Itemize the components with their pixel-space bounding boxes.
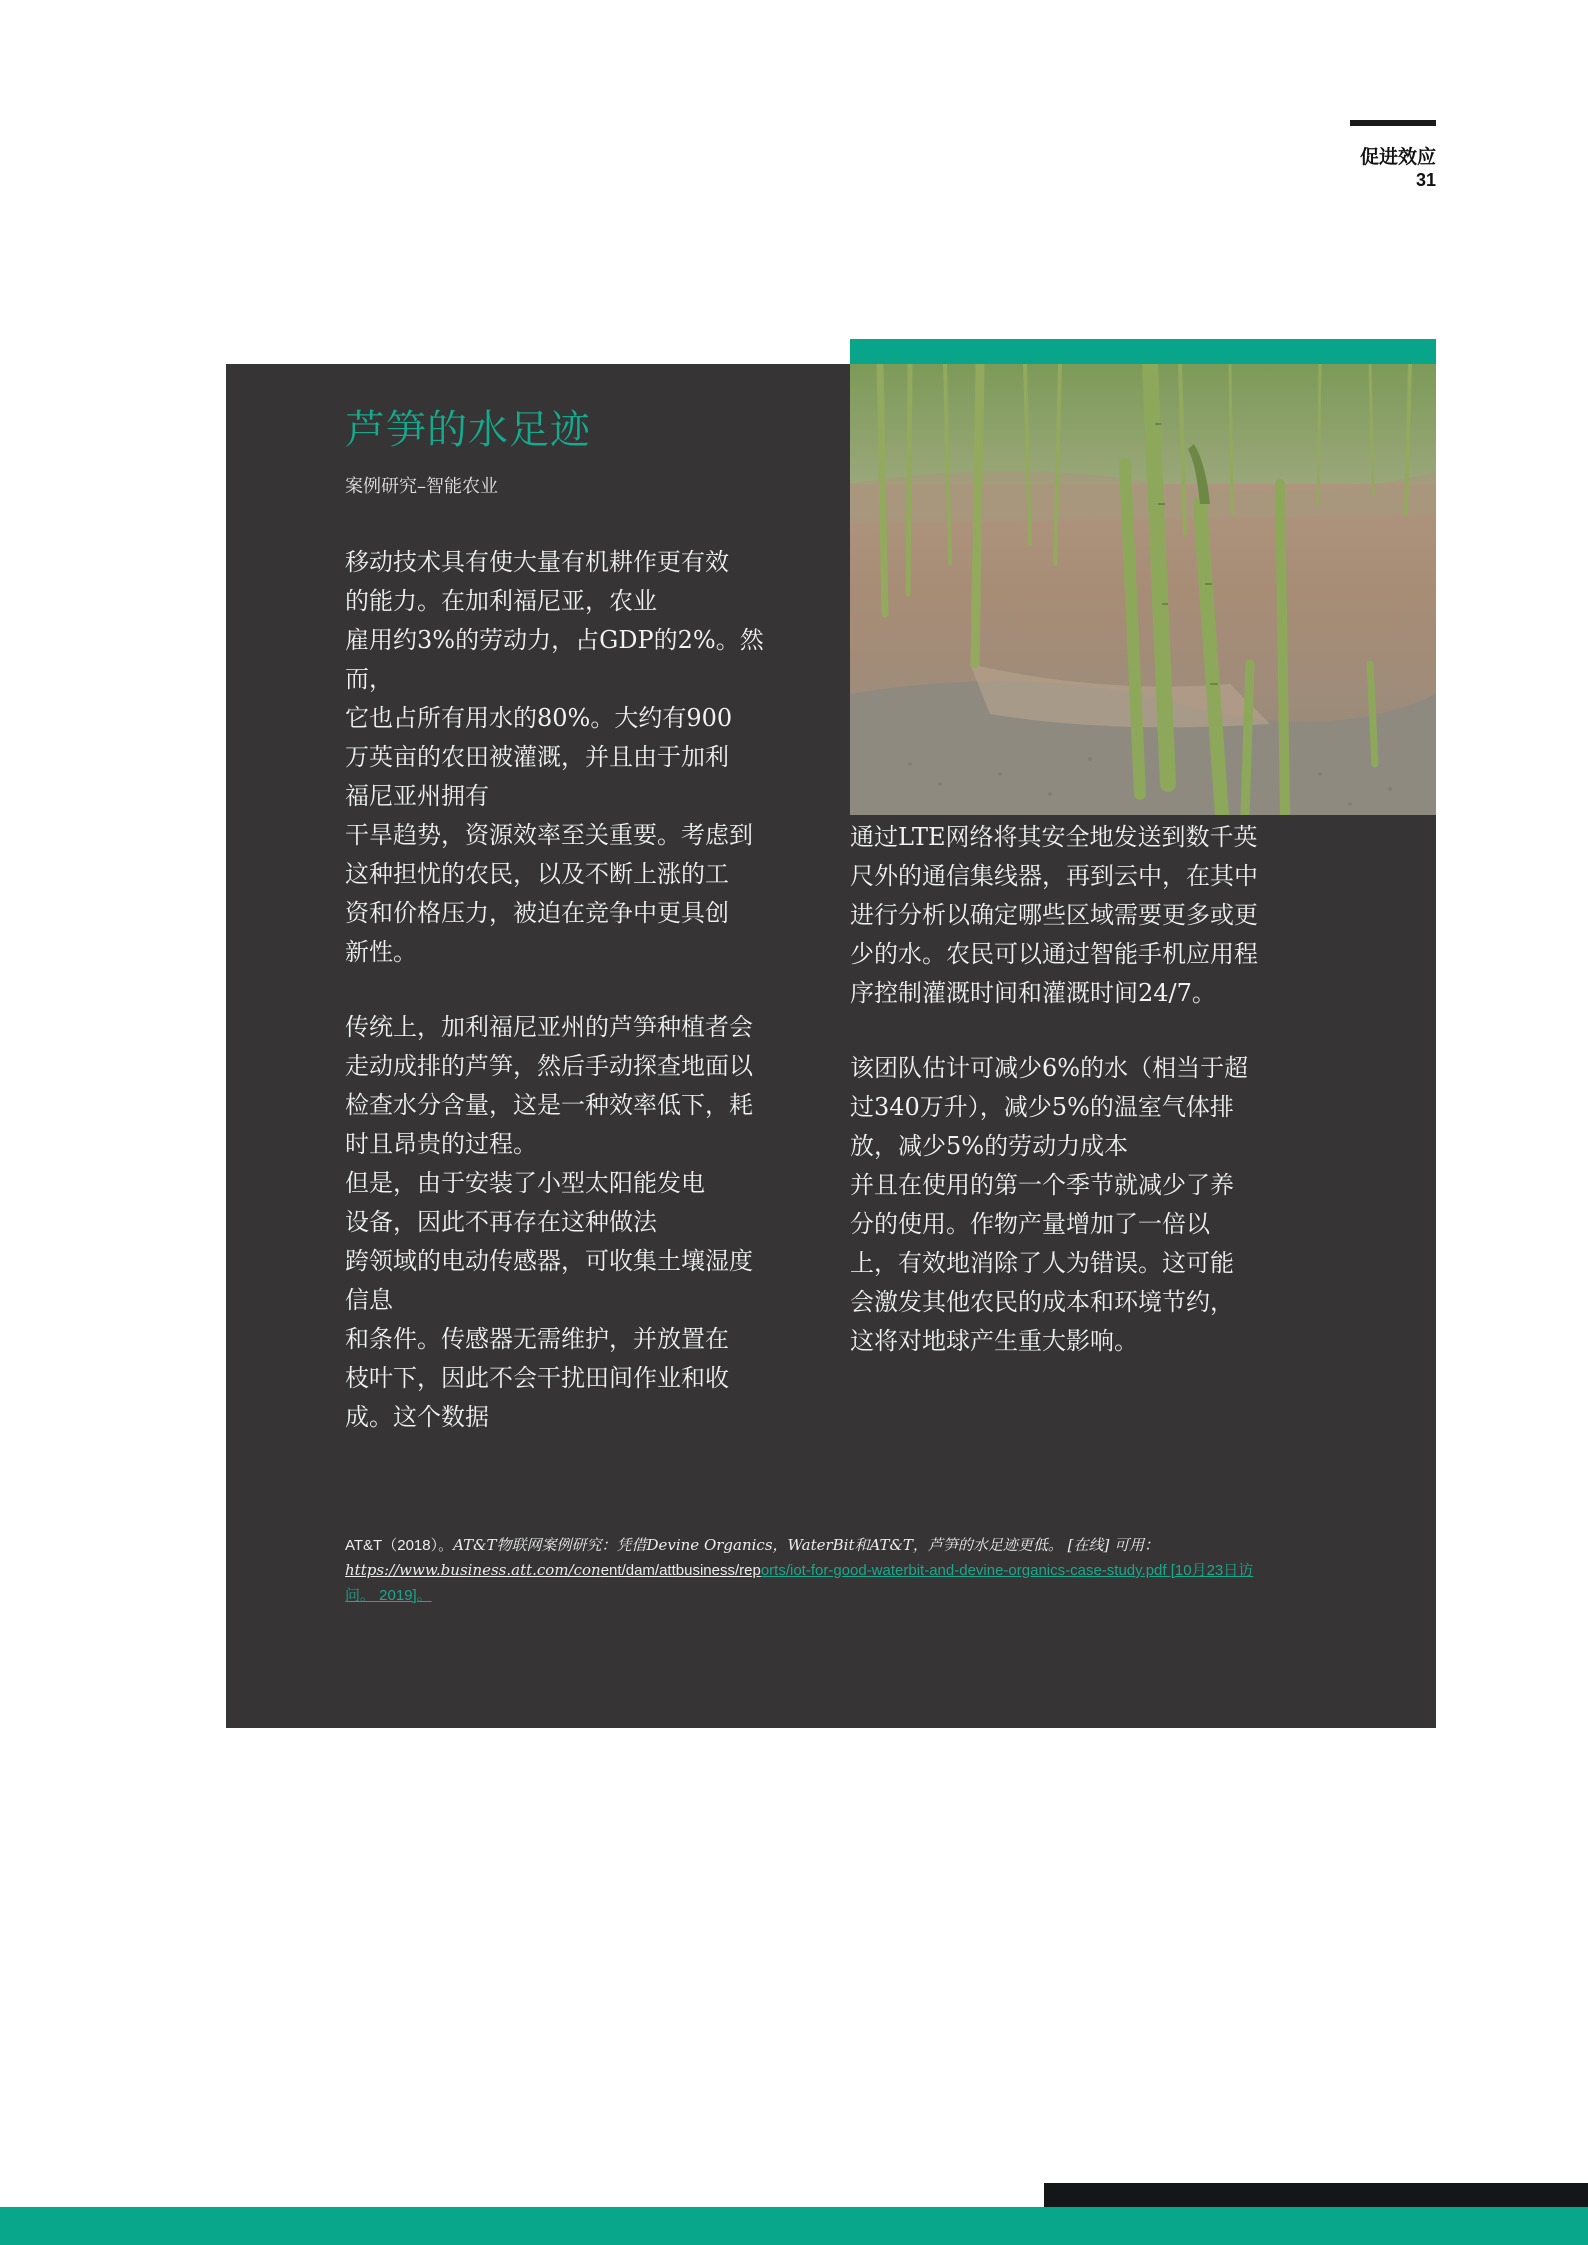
right-column-line: 放，减少5%的劳动力成本 — [850, 1132, 1129, 1160]
left-column-line: 的能力。在加利福尼亚，农业 — [345, 587, 657, 615]
article-subtitle: 案例研究–智能农业 — [345, 476, 498, 497]
left-column-line: 万英亩的农田被灌溉，并且由于加利 — [345, 743, 729, 771]
asparagus-field-photo — [850, 364, 1436, 815]
left-body-column — [345, 543, 815, 1437]
left-column-line: 资和价格压力，被迫在竞争中更具创 — [345, 899, 729, 927]
footnote-source: AT&T（2018）。 — [345, 1537, 454, 1554]
right-column-line — [850, 1013, 1320, 1049]
right-column-line: 上，有效地消除了人为错误。这可能 — [850, 1249, 1234, 1277]
left-column-line: 移动技术具有使大量有机耕作更有效 — [345, 548, 729, 576]
left-column-line: 雇用约3%的劳动力，占GDP的2%。然 — [345, 626, 764, 654]
right-column-line: 通过LTE网络将其安全地发送到数千英 — [850, 823, 1258, 851]
left-column-line: 干旱趋势，资源效率至关重要。考虑到 — [345, 821, 753, 849]
right-column-line: 过340万升），减少5%的温室气体排 — [850, 1093, 1234, 1121]
left-column-line: 设备，因此不再存在这种做法 — [345, 1208, 657, 1236]
footer-dark-bar — [1044, 2183, 1588, 2207]
left-column-line: 这种担忧的农民，以及不断上涨的工 — [345, 860, 729, 888]
left-column-line: 时且昂贵的过程。 — [345, 1130, 537, 1158]
header-rule — [1350, 120, 1436, 126]
right-column-line: 会激发其他农民的成本和环境节约， — [850, 1288, 1234, 1316]
page-number: 31 — [1415, 170, 1436, 190]
left-column-line: 传统上，加利福尼亚州的芦笋种植者会 — [345, 1013, 753, 1041]
footer-green-bar — [0, 2207, 1588, 2245]
right-column-line: 进行分析以确定哪些区域需要更多或更 — [850, 901, 1258, 929]
article-title: 芦笋的水足迹 — [345, 407, 591, 453]
left-column-line: 枝叶下，因此不会干扰田间作业和收 — [345, 1364, 729, 1392]
left-column-line: 但是，由于安装了小型太阳能发电 — [345, 1169, 705, 1197]
right-column-line: 序控制灌溉时间和灌溉时间24/7。 — [850, 979, 1216, 1007]
asparagus-field-illustration — [850, 364, 1436, 815]
footnote-url-part3[interactable]: orts/iot-for-good-waterbit-and-devine-organics-case-study.pdf [10月23日访 — [760, 1562, 1254, 1579]
footnote-url-part4[interactable]: 问。 2019]。 — [345, 1587, 432, 1604]
left-column-line: 而， — [345, 665, 393, 693]
left-column-line: 跨领域的电动传感器，可收集土壤湿度 — [345, 1247, 753, 1275]
right-column-line: 少的水。农民可以通过智能手机应用程 — [850, 940, 1258, 968]
right-column-line: 分的使用。作物产量增加了一倍以 — [850, 1210, 1210, 1238]
right-column-line: 并且在使用的第一个季节就减少了养 — [850, 1171, 1234, 1199]
right-column-line: 该团队估计可减少6%的水（相当于超 — [850, 1054, 1249, 1082]
left-column-line: 走动成排的芦笋，然后手动探查地面以 — [345, 1052, 753, 1080]
left-column-line — [345, 972, 815, 1008]
left-column-line: 检查水分含量，这是一种效率低下，耗 — [345, 1091, 753, 1119]
left-column-line: 福尼亚州拥有 — [345, 782, 489, 810]
left-column-line: 它也占所有用水的80%。大约有900 — [345, 704, 733, 732]
left-column-line: 信息 — [345, 1286, 393, 1314]
source-footnote — [345, 1533, 1320, 1608]
left-column-line: 成。这个数据 — [345, 1403, 489, 1431]
photo-accent-bar — [850, 339, 1436, 364]
footnote-url-part1[interactable]: https://www.business.att.com/con — [345, 1561, 601, 1579]
right-column-line: 尺外的通信集线器，再到云中，在其中 — [850, 862, 1258, 890]
right-column-line: 这将对地球产生重大影响。 — [850, 1327, 1138, 1355]
header-section-title: 促进效应 — [1359, 147, 1436, 168]
left-column-line: 新性。 — [345, 938, 417, 966]
left-column-line: 和条件。传感器无需维护，并放置在 — [345, 1325, 729, 1353]
right-body-column — [850, 818, 1320, 1361]
footnote-url-part2[interactable]: ent/dam/attbusiness/rep — [600, 1562, 761, 1579]
footnote-citation: AT&T物联网案例研究：凭借Devine Organics，WaterBit和AT&T，芦笋的水足迹更低。 [在线] 可用： — [453, 1536, 1160, 1554]
